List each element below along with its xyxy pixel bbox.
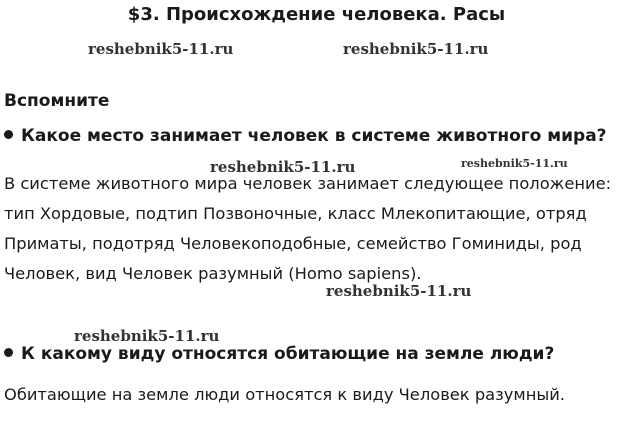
bullet-icon	[4, 130, 13, 139]
watermark: reshebnik5-11.ru	[74, 327, 220, 345]
question-2-text: К какому виду относятся обитающие на земле люди?	[21, 344, 555, 364]
answer-line: Приматы, подотряд Человекоподобные, семейство Гоминиды, род	[4, 234, 582, 253]
answer-2	[4, 380, 565, 410]
watermark: reshebnik5-11.ru	[461, 157, 568, 170]
watermark: reshebnik5-11.ru	[210, 158, 356, 176]
page-title: $3. Происхождение человека. Расы	[127, 4, 506, 25]
answer-line: В системе животного мира человек занимает следующее положение:	[4, 174, 612, 193]
watermark: reshebnik5-11.ru	[88, 40, 234, 58]
question-1-text: Какое место занимает человек в системе животного мира?	[21, 126, 607, 146]
answer-1	[4, 169, 611, 289]
answer-line: Обитающие на земле люди относятся к виду Человек разумный.	[4, 385, 565, 404]
question-1	[4, 126, 607, 146]
answer-line: тип Хордовые, подтип Позвоночные, класс Млекопитающие, отряд	[4, 204, 587, 223]
bullet-icon	[4, 348, 13, 357]
watermark: reshebnik5-11.ru	[343, 40, 489, 58]
section-heading: Вспомните	[4, 91, 110, 111]
watermark: reshebnik5-11.ru	[326, 282, 472, 300]
question-2	[4, 344, 554, 364]
answer-line: Человек, вид Человек разумный (Homo sapiens).	[4, 264, 422, 283]
